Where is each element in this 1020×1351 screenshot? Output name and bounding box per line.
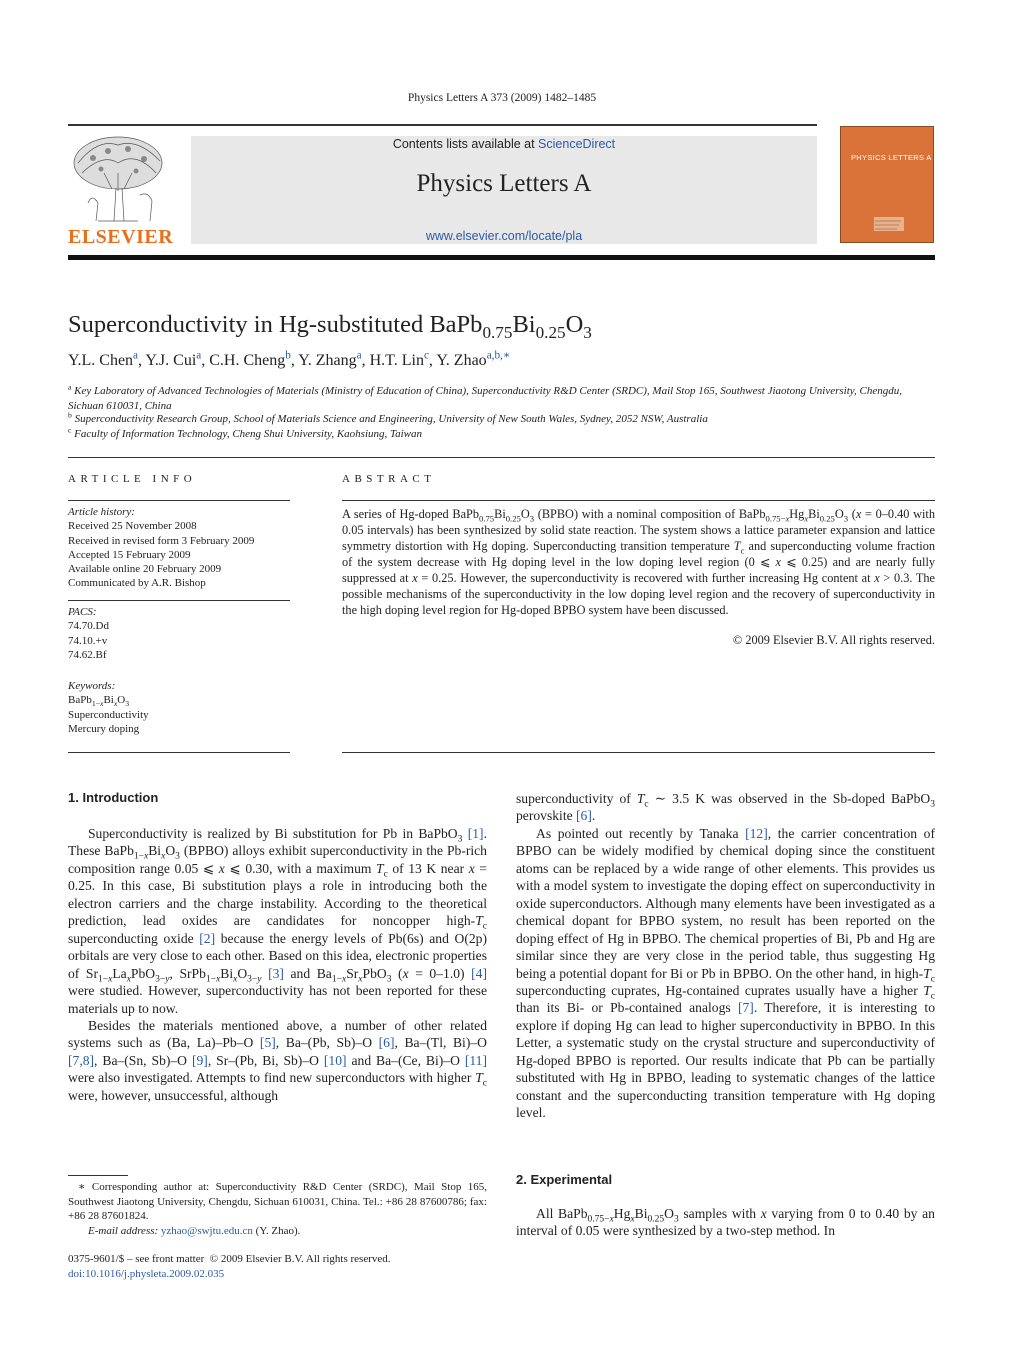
citation-link[interactable]: [12] [745,825,768,841]
keywords-list [68,679,149,736]
history-item: Received in revised form 3 February 2009 [68,534,255,547]
corresponding-author-footnote [68,1180,487,1238]
author: Y. Zhang$^a$, [298,349,366,369]
history-label: Article history: [68,506,135,518]
citation-link[interactable]: [6] [576,808,592,824]
article-title [68,311,592,342]
cover-title: PHYSICS LETTERS A [851,153,932,162]
introduction-left-column: Superconductivity is realized by Bi substitution for Pb in BaPbO$_3$ [1]. These $BaPb_{1-x}Bi_xO_3$ (BPBO) alloys exhibit superconductivity in the Pb-rich composition range 0.05 ⩽ x ⩽ 0.30, with a maximum $T_c$ of 13 K near x = 0.25. In this case, Bi substitution plays a role in introducing both the electron carriers and the charge instability. According to the theoretical prediction, lead oxides are candidates for noncopper high-$T_c$ superconducting oxide [2] because the energy levels of Pb(6s) and O(2p) orbitals are very close to each other. Based on this idea, electronic properties of $Sr_{1-x}La_xPbO_{3-y}$, $SrPb_{1-x}Bi_xO_{3-y}$ [3] and $Ba_{1-x}Sr_xPbO_3$ (x = 0–1.0) [4] were studied. However, superconductivity has not been reported for these materials up to now. Besides the materials mentioned above, a number of other related systems such as (Ba, La)–Pb–O [5], Ba–(Pb, Sb)–O [6], Ba–(Tl, Bi)–O [7,8], Ba–(Sn, Sb)–O [9], Sr–(Pb, Bi, Sb)–O [10] and Ba–(Ce, Bi)–O [11] were also investigated. Attempts to find new superconductors with higher $T_c$ were, however, unsuccessful, although [68,826,487,1103]
section-title-experimental: 2. Experimental [516,1172,613,1187]
citation-link[interactable]: [2] [199,930,216,946]
author: Y.J. Cui$^a$, [145,349,206,369]
sciencedirect-link[interactable]: ScienceDirect [538,137,616,151]
citation-link[interactable]: [7,8] [68,1052,95,1068]
author: Y. Zhao$^{a,b,∗}$ [436,349,511,369]
affiliation-link[interactable]: a,b,∗ [486,349,511,362]
affiliation-c: $^c$ Faculty of Information Technology, Cheng Shui University, Kaohsiung, Taiwan [68,425,422,440]
divider [68,752,290,753]
header-top-rule [68,124,817,126]
abstract-body: A series of Hg-doped $BaPb_{0.75}Bi_{0.25}O_3$ (BPBO) with a nominal composition of $BaPb_{0.75-x}Hg_xBi_{0.25}O_3$ (x = 0–0.40 with 0.05 intervals) has been synthesized by solid state reaction. The system shows a lattice parameter expansion and lattice symmetry distortion with Hg doping. Superconducting transition temperature $T_c$ and superconducting volume fraction of the system decrease with Hg doping level in the low doping level region (0 ⩽ x ⩽ 0.25) and are nearly fully suppressed at x = 0.25. However, the superconductivity is recovered with further increasing Hg content at x > 0.3. The possible mechanisms of the superconductivity in the low doping level region and the recovery of superconductivity in the high doping level region for Hg-doped BPBO system have been discussed. [342,507,936,617]
divider [68,457,935,458]
citation-link[interactable]: [7] [737,1000,754,1016]
pacs-code: 74.10.+v [68,634,108,647]
journal-cover-thumbnail [840,126,934,243]
citation-link[interactable]: [9] [191,1052,208,1068]
introduction-right-column: superconductivity of $T_c$ ∼ 3.5 K was observed in the Sb-doped BaPbO$_3$ perovskite [6]. As pointed out recently by Tanaka [12], the carrier concentration of BPBO can be widely modified by chemical doping since the constituent atoms can be replaced by a wide range of other elements. This provides us with a model system to investigate the doping effect on superconductivity in oxide superconductors. Although many elements have been investigated as a chemical dopant for BPBO system, no result has been reported on the doping effect of Hg in BPBO. The chemical properties of Bi, Pb and Hg are similar since they are very close in the period table, thus suggesting Hg being a potential dopant for Bi or Pb in BPBO. On the other hand, in high-$T_c$ superconducting cuprates, Hg-contained cuprates usually have a higher $T_c$ than its Bi- or Pb-contained analogs [7]. Therefore, it is interesting to explore if doping Hg can lead to higher superconductivity in BPBO. In this Letter, a systematic study on the crystal structure and superconductivity of Hg-doped BPBO is reported. Our results indicate that Pb can be partially substituted with Hg in BPBO, leading to systematic changes of the lattice constant and the superconducting transition temperature with Hg doping level. [516,791,935,1121]
footnote-rule [68,1175,128,1176]
title-text: Bi [512,311,536,338]
divider [68,500,290,501]
divider [342,752,935,753]
history-item: Accepted 15 February 2009 [68,548,191,561]
cover-decoration [841,127,933,242]
pacs-label: PACS: [68,606,97,618]
affiliation-link[interactable]: a [133,349,139,362]
author: Y.L. Chen$^a$, [68,349,143,369]
article-history [68,505,254,591]
footnote-mark: ∗ [78,1181,86,1193]
email-link[interactable]: yzhao@swjtu.edu.cn [160,1224,253,1237]
journal-url-link[interactable]: www.elsevier.com/locate/pla [425,229,583,243]
citation-link[interactable]: [10] [323,1052,347,1068]
affiliation-link[interactable]: c [423,349,429,362]
affiliation-a: $^a$ Key Laboratory of Advanced Technologies of Materials (Ministry of Education of China), Superconductivity R&D Center (SRDC), Mail Stop 165, Southwest Jiaotong University, Chengdu, Sichuan 610031, China [68,382,903,412]
affiliation-b: $^b$ Superconductivity Research Group, School of Materials Science and Engineering, University of New South Wales, Sydney, 2052 NSW, Australia [68,410,708,425]
title-subscript: 0.75 [482,322,513,342]
keywords-label: Keywords: [68,680,116,692]
author-list [68,349,511,370]
affiliation-link[interactable]: a [356,349,362,362]
bottom-matter [68,1252,391,1281]
abstract-heading: ABSTRACT [342,473,436,485]
elsevier-tree-icon [68,133,168,225]
keyword: Mercury doping [68,722,140,735]
pacs-code: 74.70.Dd [68,620,109,633]
title-subscript: 3 [583,322,592,342]
contents-line [191,137,817,151]
citation-link[interactable]: [1] [467,826,484,841]
divider [68,600,290,601]
citation-link[interactable]: [5] [259,1035,276,1051]
email-owner: (Y. Zhao). [255,1224,301,1237]
contents-prefix: Contents lists available at [392,137,539,151]
journal-citation: Physics Letters A 373 (2009) 1482–1485 [407,92,597,104]
footnote-text: Corresponding author at: Superconductivity R&D Center (SRDC), Mail Stop 165, Southwest Jiaotong University, Chengdu, Sichuan 610031, China. Tel.: +86 28 87600786; fax: +86 28 87601824. [68,1181,487,1222]
title-subscript: 0.25 [535,322,566,342]
experimental-text: All $BaPb_{0.75-x}Hg_xBi_{0.25}O_3$ samples with x varying from 0 to 0.40 by an interval of 0.05 were synthesized by a two-step method. In [516,1206,935,1239]
keyword: $BaPb_{1-x}Bi_xO_3$ [68,694,130,709]
citation-link[interactable]: [4] [471,965,487,981]
keyword: Superconductivity [68,708,149,721]
citation-link[interactable]: [6] [378,1035,395,1051]
history-item: Received 25 November 2008 [68,520,197,533]
affiliation-link[interactable]: b [285,349,291,362]
pacs-code: 74.62.Bf [68,648,107,661]
abstract-copyright: © 2009 Elsevier B.V. All rights reserved. [732,633,935,647]
doi-link[interactable]: doi:10.1016/j.physleta.2009.02.035 [68,1267,225,1280]
citation-link[interactable]: [11] [464,1052,487,1068]
history-item: Available online 20 February 2009 [68,563,222,576]
divider [342,500,935,501]
section-title-introduction: 1. Introduction [68,790,159,805]
pacs-list [68,605,109,662]
journal-title: Physics Letters A [416,170,592,197]
affiliation-link[interactable]: a [196,349,202,362]
email-label: E-mail address: [88,1224,159,1237]
title-text: Superconductivity in Hg-substituted BaPb [68,311,483,338]
author: H.T. Lin$^c$, [369,349,433,369]
citation-link[interactable]: [3] [268,965,284,981]
header-bottom-rule [68,255,935,260]
title-text: O [565,311,584,338]
issn-line: 0375-9601/$ – see front matter © 2009 Elsevier B.V. All rights reserved. [68,1253,391,1265]
elsevier-wordmark: ELSEVIER [68,226,174,248]
history-item: Communicated by A.R. Bishop [68,577,206,590]
author: C.H. Cheng$^b$, [209,349,295,369]
article-info-heading: ARTICLE INFO [68,473,197,485]
